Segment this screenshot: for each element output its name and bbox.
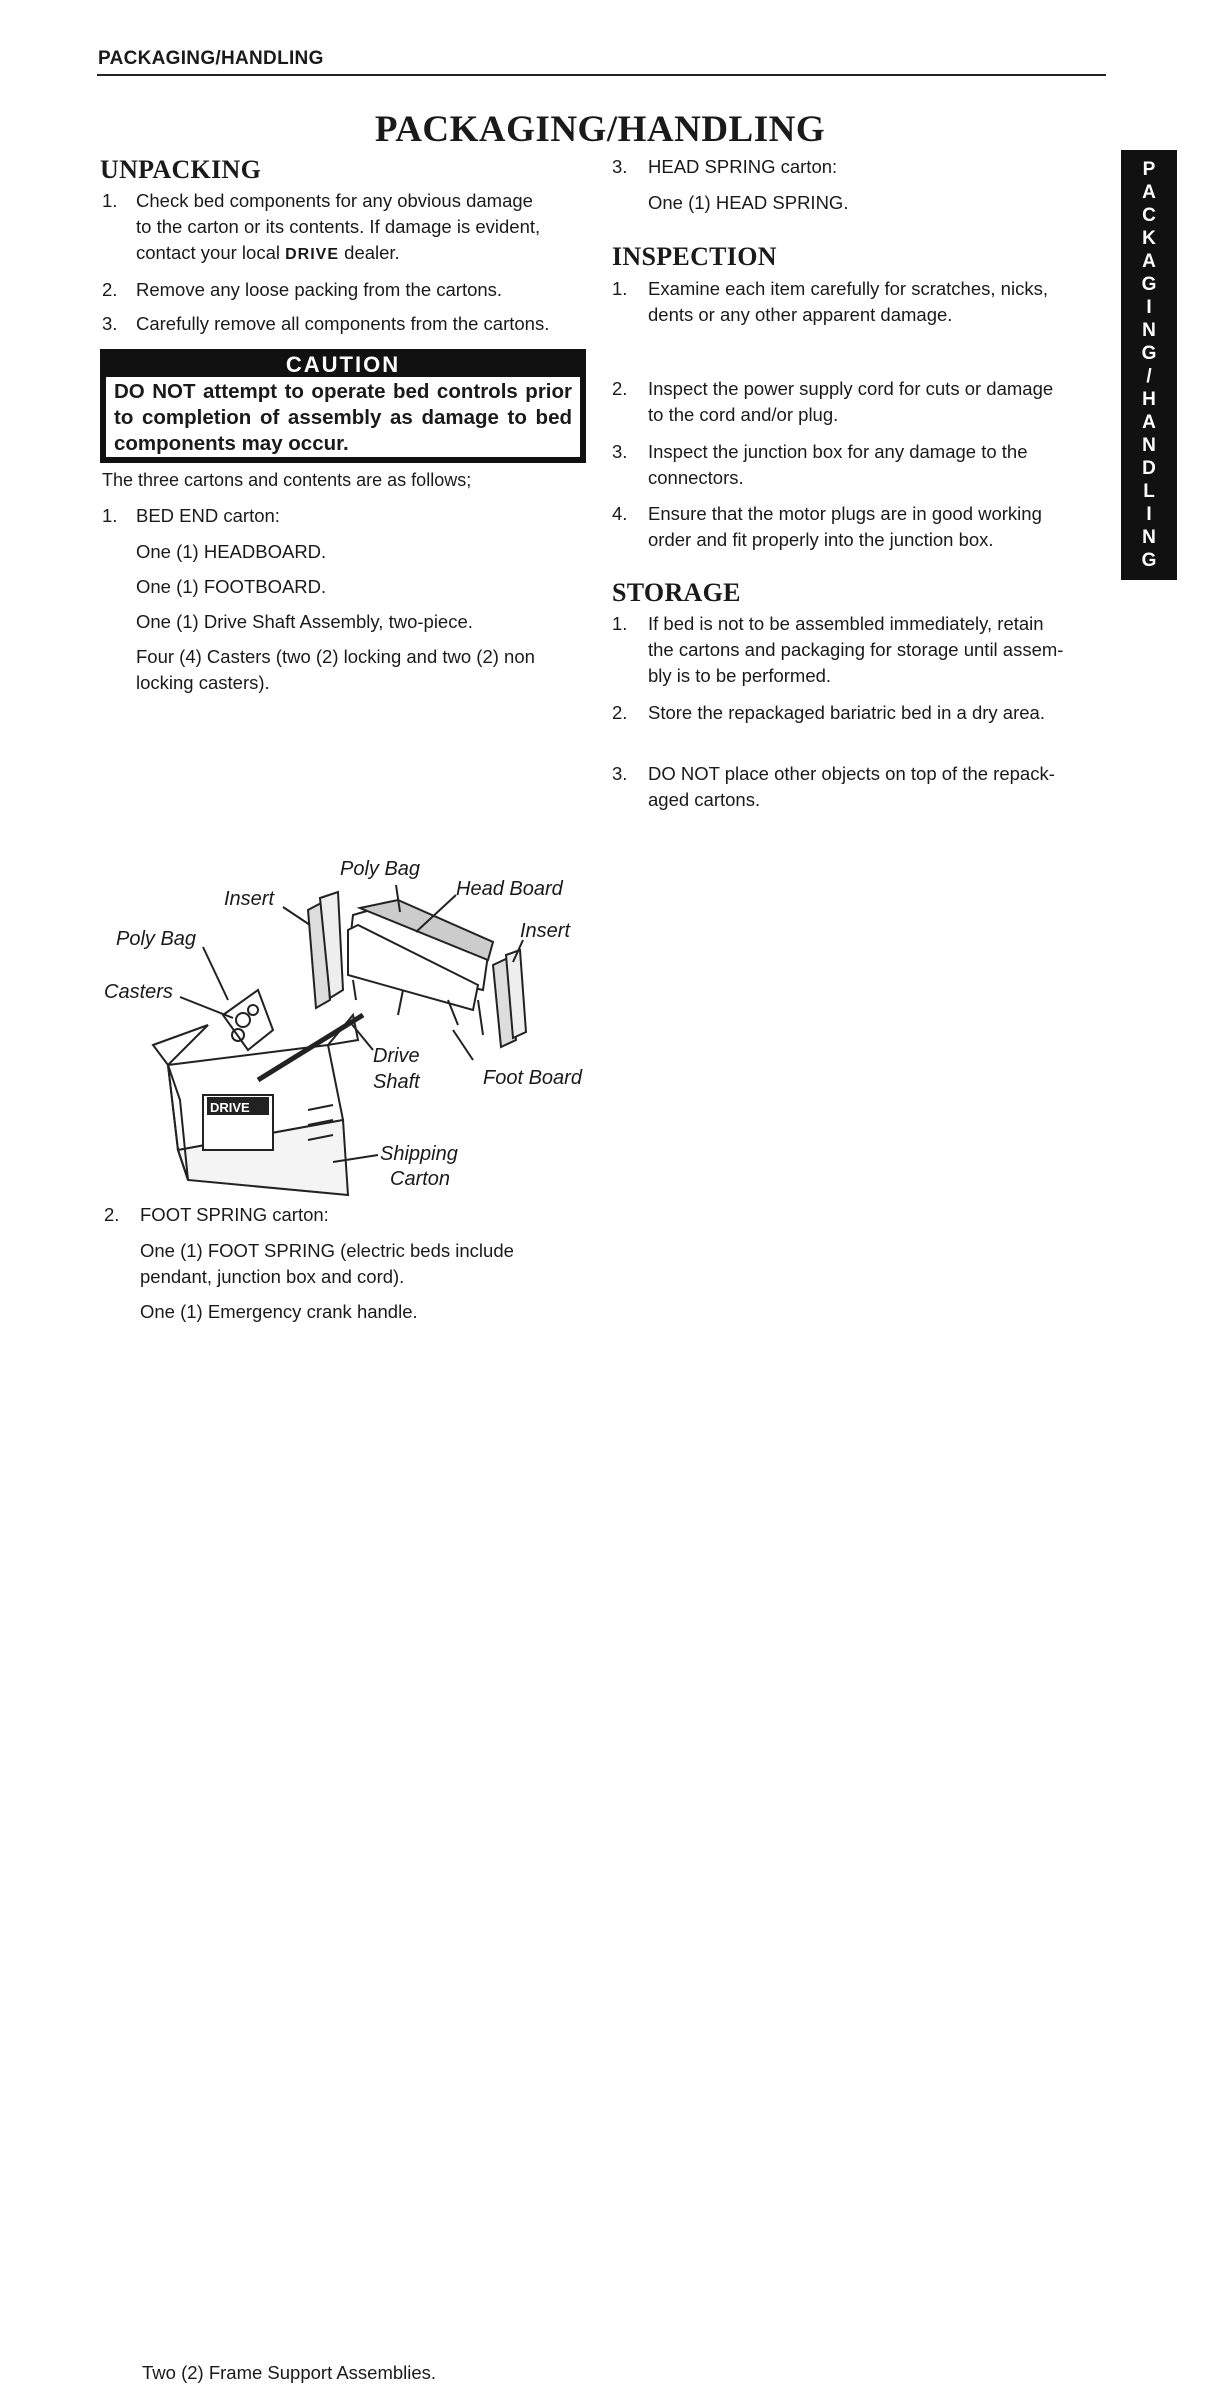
side-tab-letter: A [1142, 182, 1156, 203]
figure-label-head-board: Head Board [456, 878, 563, 900]
figure-label-shaft: Shaft [373, 1071, 420, 1093]
side-tab-letter: C [1142, 205, 1156, 226]
header-rule [97, 74, 1106, 76]
step-line: contact your local [136, 242, 280, 263]
step-number: 3. [102, 313, 118, 334]
step-number: 1. [102, 190, 118, 211]
step-line: DO NOT place other objects on top of the repack- [648, 763, 1055, 784]
page-title: PACKAGING/HANDLING [374, 109, 826, 150]
content-item: One (1) FOOTBOARD. [136, 576, 327, 597]
figure-label-foot-board: Foot Board [483, 1067, 582, 1089]
carton-label: FOOT SPRING carton: [140, 1204, 329, 1225]
step-number: 2. [104, 1204, 120, 1225]
step-number: 3. [612, 763, 628, 784]
figure-label-shipping: Shipping [380, 1143, 458, 1165]
side-tab-letter: P [1142, 159, 1156, 180]
step-line: Ensure that the motor plugs are in good working [648, 503, 1042, 524]
content-item: pendant, junction box and cord). [140, 1266, 405, 1287]
step-number: 2. [612, 378, 628, 399]
caution-text: DO NOT attempt to operate bed controls prior to completion of assembly as damage to bed components may occur. [106, 377, 580, 457]
step-line: bly is to be performed. [648, 665, 832, 686]
step-line: to the cord and/or plug. [648, 404, 839, 425]
caution-box [100, 349, 586, 463]
side-tab-letter: N [1142, 320, 1156, 341]
side-tab-letter: A [1142, 251, 1156, 272]
content-item: One (1) HEAD SPRING. [648, 192, 849, 213]
step-number: 2. [612, 702, 628, 723]
step-line: Examine each item carefully for scratches, nicks, [648, 278, 1048, 299]
side-tab-letter: L [1143, 481, 1155, 502]
figure-label-insert-right: Insert [520, 920, 571, 942]
step-line: dents or any other apparent damage. [648, 304, 953, 325]
step-line: to the carton or its contents. If damage is evident, [136, 216, 541, 237]
step-number: 2. [102, 279, 118, 300]
content-item: One (1) HEADBOARD. [136, 541, 327, 562]
figure-label-poly-bag-left: Poly Bag [116, 928, 197, 950]
step-number: 1. [612, 278, 628, 299]
content-item: Four (4) Casters (two (2) locking and two (2) non [136, 646, 535, 667]
content-item: One (1) Emergency crank handle. [140, 1301, 418, 1322]
cartons-intro: The three cartons and contents are as follows; [102, 470, 472, 490]
figure-label-box-brand: DRIVE [210, 1100, 250, 1115]
side-tab-letter: I [1146, 297, 1152, 318]
step-number: 1. [612, 613, 628, 634]
figure-label-insert-left: Insert [224, 888, 275, 910]
step-line: the cartons and packaging for storage until assem- [648, 639, 1064, 660]
step-line: Inspect the power supply cord for cuts or damage [648, 378, 1054, 399]
step-line: connectors. [648, 467, 744, 488]
step-line: Store the repackaged bariatric bed in a dry area. [648, 702, 1045, 723]
carton-label: BED END carton: [136, 505, 280, 526]
packaging-diagram [98, 850, 598, 1200]
side-tab [1121, 150, 1177, 580]
step-line: dealer. [344, 242, 400, 263]
caution-title: CAUTION [285, 352, 401, 377]
step-number: 1. [102, 505, 118, 526]
figure-label-carton: Carton [390, 1168, 451, 1190]
side-tab-letter: / [1146, 366, 1152, 387]
packaging-illustration [98, 850, 598, 1200]
side-tab-letter: G [1141, 550, 1157, 571]
content-item: Two (2) Frame Support Assemblies. [142, 2362, 437, 2383]
step-number: 4. [612, 503, 628, 524]
inspection-heading: INSPECTION [612, 242, 777, 271]
carton-label: HEAD SPRING carton: [648, 156, 838, 177]
side-tab-letter: K [1142, 228, 1156, 249]
storage-heading: STORAGE [612, 578, 741, 607]
unpacking-heading: UNPACKING [100, 155, 262, 184]
side-tab-letter: N [1142, 435, 1156, 456]
step-text: Carefully remove all components from the cartons. [136, 313, 550, 334]
side-tab-letter: D [1142, 458, 1156, 479]
step-line: If bed is not to be assembled immediately, retain [648, 613, 1044, 634]
step-number: 3. [612, 156, 628, 177]
step-line: Check bed components for any obvious damage [136, 190, 533, 211]
content-item: locking casters). [136, 672, 270, 693]
content-item: One (1) FOOT SPRING (electric beds include [140, 1240, 514, 1261]
step-line: order and fit properly into the junction box. [648, 529, 994, 550]
step-line: aged cartons. [648, 789, 761, 810]
figure-label-poly-bag-top: Poly Bag [340, 858, 421, 880]
brand-name: DRIVE [285, 246, 340, 263]
running-header: PACKAGING/HANDLING [98, 48, 324, 69]
figure-label-casters: Casters [104, 981, 173, 1003]
figure-label-drive: Drive [373, 1045, 420, 1067]
content-item: One (1) Drive Shaft Assembly, two-piece. [136, 611, 473, 632]
step-line: Inspect the junction box for any damage to the [648, 441, 1028, 462]
side-tab-letter: I [1146, 504, 1152, 525]
side-tab-letter: N [1142, 527, 1156, 548]
step-number: 3. [612, 441, 628, 462]
side-tab-letter: G [1141, 343, 1157, 364]
side-tab-letter: G [1141, 274, 1157, 295]
step-text: Remove any loose packing from the cartons. [136, 279, 503, 300]
side-tab-letter: H [1142, 389, 1156, 410]
side-tab-letter: A [1142, 412, 1156, 433]
